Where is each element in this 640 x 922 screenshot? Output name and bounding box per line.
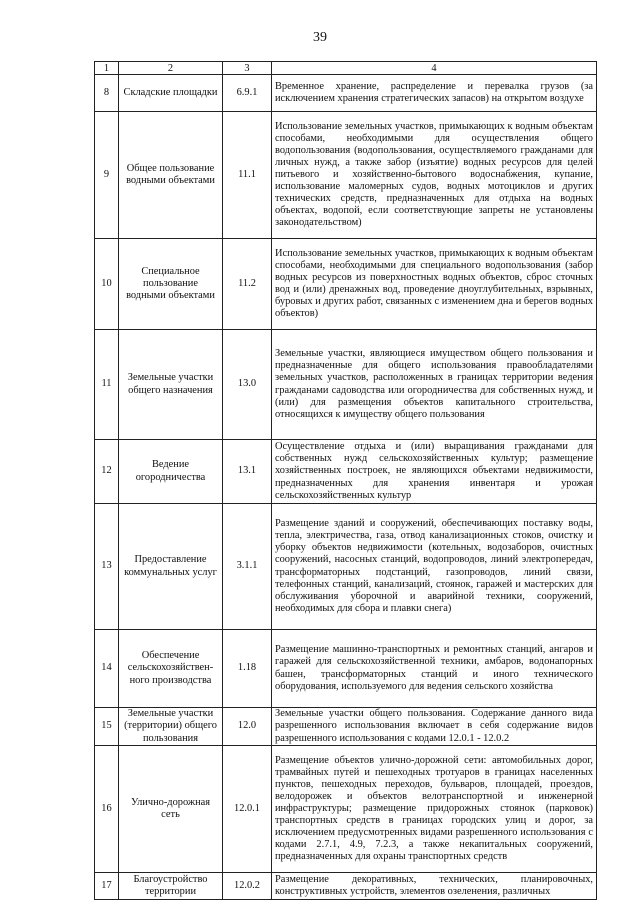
row-description: Временное хранение, распределение и перевалка грузов (за исключением хранения стратегических запасов) на открытом воздухе: [272, 75, 597, 112]
row-code: 3.1.1: [223, 504, 272, 630]
row-description: Размещение зданий и сооружений, обеспечивающих поставку воды, тепла, электричества, газа, отвод канализационных стоков, очистку и уборку объектов недвижимости (котельных, водозаборов, очистных сооружений, насосных станций, водопроводов, линий электропередач, трансформаторных подстанций, газопроводов, линий связи, телефонных станций, канализаций, стоянок, гаражей и мастерских для обслуживания уборочной и аварийной техники, сооружений, необходимых для сбора и плавки снега): [272, 504, 597, 630]
row-description: Размещение декоративных, технических, планировочных, конструктивных устройств, элементов озеленения, различных: [272, 873, 597, 900]
row-number: 10: [95, 239, 119, 330]
table-row: [95, 112, 597, 239]
table-row: [95, 708, 597, 746]
row-code: 13.0: [223, 330, 272, 440]
row-name: Земельные участки (территории) общего пользования: [119, 708, 223, 746]
row-description: Использование земельных участков, примыкающих к водным объектам способами, необходимыми для осуществления общего водопользования (водопользования, осуществляемого гражданами для личных нужд, а также забор (изъятие) водных ресурсов для целей питьевого и хозяйственно-бытового водоснабжения, купание, использование маломерных судов, водных мотоциклов и других технических средств, предназначенных для отдыха на водных объектах, водопой, если соответствующие запреты не установлены законодательством): [272, 112, 597, 239]
row-description: Осуществление отдыха и (или) выращивания гражданами для собственных нужд сельскохозяйственных культур; размещение хозяйственных построек, не являющихся объектами недвижимости, предназначенных для хранения инвентаря и урожая сельскохозяйственных культур: [272, 440, 597, 504]
row-number: 16: [95, 746, 119, 873]
row-number: 14: [95, 630, 119, 708]
row-description: Использование земельных участков, примыкающих к водным объектам способами, необходимыми для специального водопользования (забор водных ресурсов из поверхностных водных объектов, сброс сточных вод и (или) дренажных вод, проведение дноуглубительных, взрывных, буровых и других работ, связанных с изменением дна и берегов водных объектов): [272, 239, 597, 330]
row-name: Благоустройство территории: [119, 873, 223, 900]
row-name: Складские площадки: [119, 75, 223, 112]
table-row: [95, 630, 597, 708]
row-number: 12: [95, 440, 119, 504]
row-code: 1.18: [223, 630, 272, 708]
land-use-table: [94, 61, 597, 900]
table-row: [95, 504, 597, 630]
row-description: Размещение объектов улично-дорожной сети: автомобильных дорог, трамвайных путей и пешеходных тротуаров в границах населенных пунктов, пешеходных переходов, бульваров, площадей, проездов, велодорожек и объектов велотранспортной и инженерной инфраструктуры; размещение придорожных стоянок (парковок) транспортных средств в границах городских улиц и дорог, за исключением предусмотренных видами разрешенного использования с кодами 2.7.1, 4.9, 7.2.3, а также некапитальных сооружений, предназначенных для охраны транспортных средств: [272, 746, 597, 873]
row-name: Общее пользование водными объектами: [119, 112, 223, 239]
row-code: 12.0: [223, 708, 272, 746]
table-row: [95, 746, 597, 873]
header-cell-1: 1: [95, 62, 119, 75]
page-number: 39: [313, 30, 327, 45]
row-description: Земельные участки общего пользования. Содержание данного вида разрешенного использования включает в себя содержание видов разрешенного использования с кодами 12.0.1 - 12.0.2: [272, 708, 597, 746]
table-row: [95, 75, 597, 112]
row-name: Улично-дорожная сеть: [119, 746, 223, 873]
table-row: [95, 440, 597, 504]
row-description: Размещение машинно-транспортных и ремонтных станций, ангаров и гаражей для сельскохозяйственной техники, амбаров, водонапорных башен, трансформаторных станций и иного технического оборудования, используемого для ведения сельского хозяйства: [272, 630, 597, 708]
row-number: 9: [95, 112, 119, 239]
row-number: 17: [95, 873, 119, 900]
row-description: Земельные участки, являющиеся имуществом общего пользования и предназначенные для общего использования правообладателями земельных участков, расположенных в границах территории ведения гражданами садоводства или огородничества для собственных нужд, и (или) для размещения объектов капитального строительства, относящихся к имуществу общего пользования: [272, 330, 597, 440]
row-code: 13.1: [223, 440, 272, 504]
header-cell-2: 2: [119, 62, 223, 75]
table-row: [95, 873, 597, 900]
row-code: 12.0.2: [223, 873, 272, 900]
row-code: 11.2: [223, 239, 272, 330]
row-name: Ведение огородничества: [119, 440, 223, 504]
row-name: Земельные участки общего назначения: [119, 330, 223, 440]
row-name: Обеспечение сельскохозяйствен-ного производства: [119, 630, 223, 708]
row-code: 6.9.1: [223, 75, 272, 112]
row-number: 11: [95, 330, 119, 440]
row-name: Специальное пользование водными объектами: [119, 239, 223, 330]
row-number: 13: [95, 504, 119, 630]
row-name: Предоставление коммунальных услуг: [119, 504, 223, 630]
row-number: 8: [95, 75, 119, 112]
row-number: 15: [95, 708, 119, 746]
table-row: [95, 239, 597, 330]
row-code: 11.1: [223, 112, 272, 239]
row-code: 12.0.1: [223, 746, 272, 873]
header-cell-4: 4: [272, 62, 597, 75]
header-cell-3: 3: [223, 62, 272, 75]
table-header-row: [95, 62, 597, 75]
table-row: [95, 330, 597, 440]
